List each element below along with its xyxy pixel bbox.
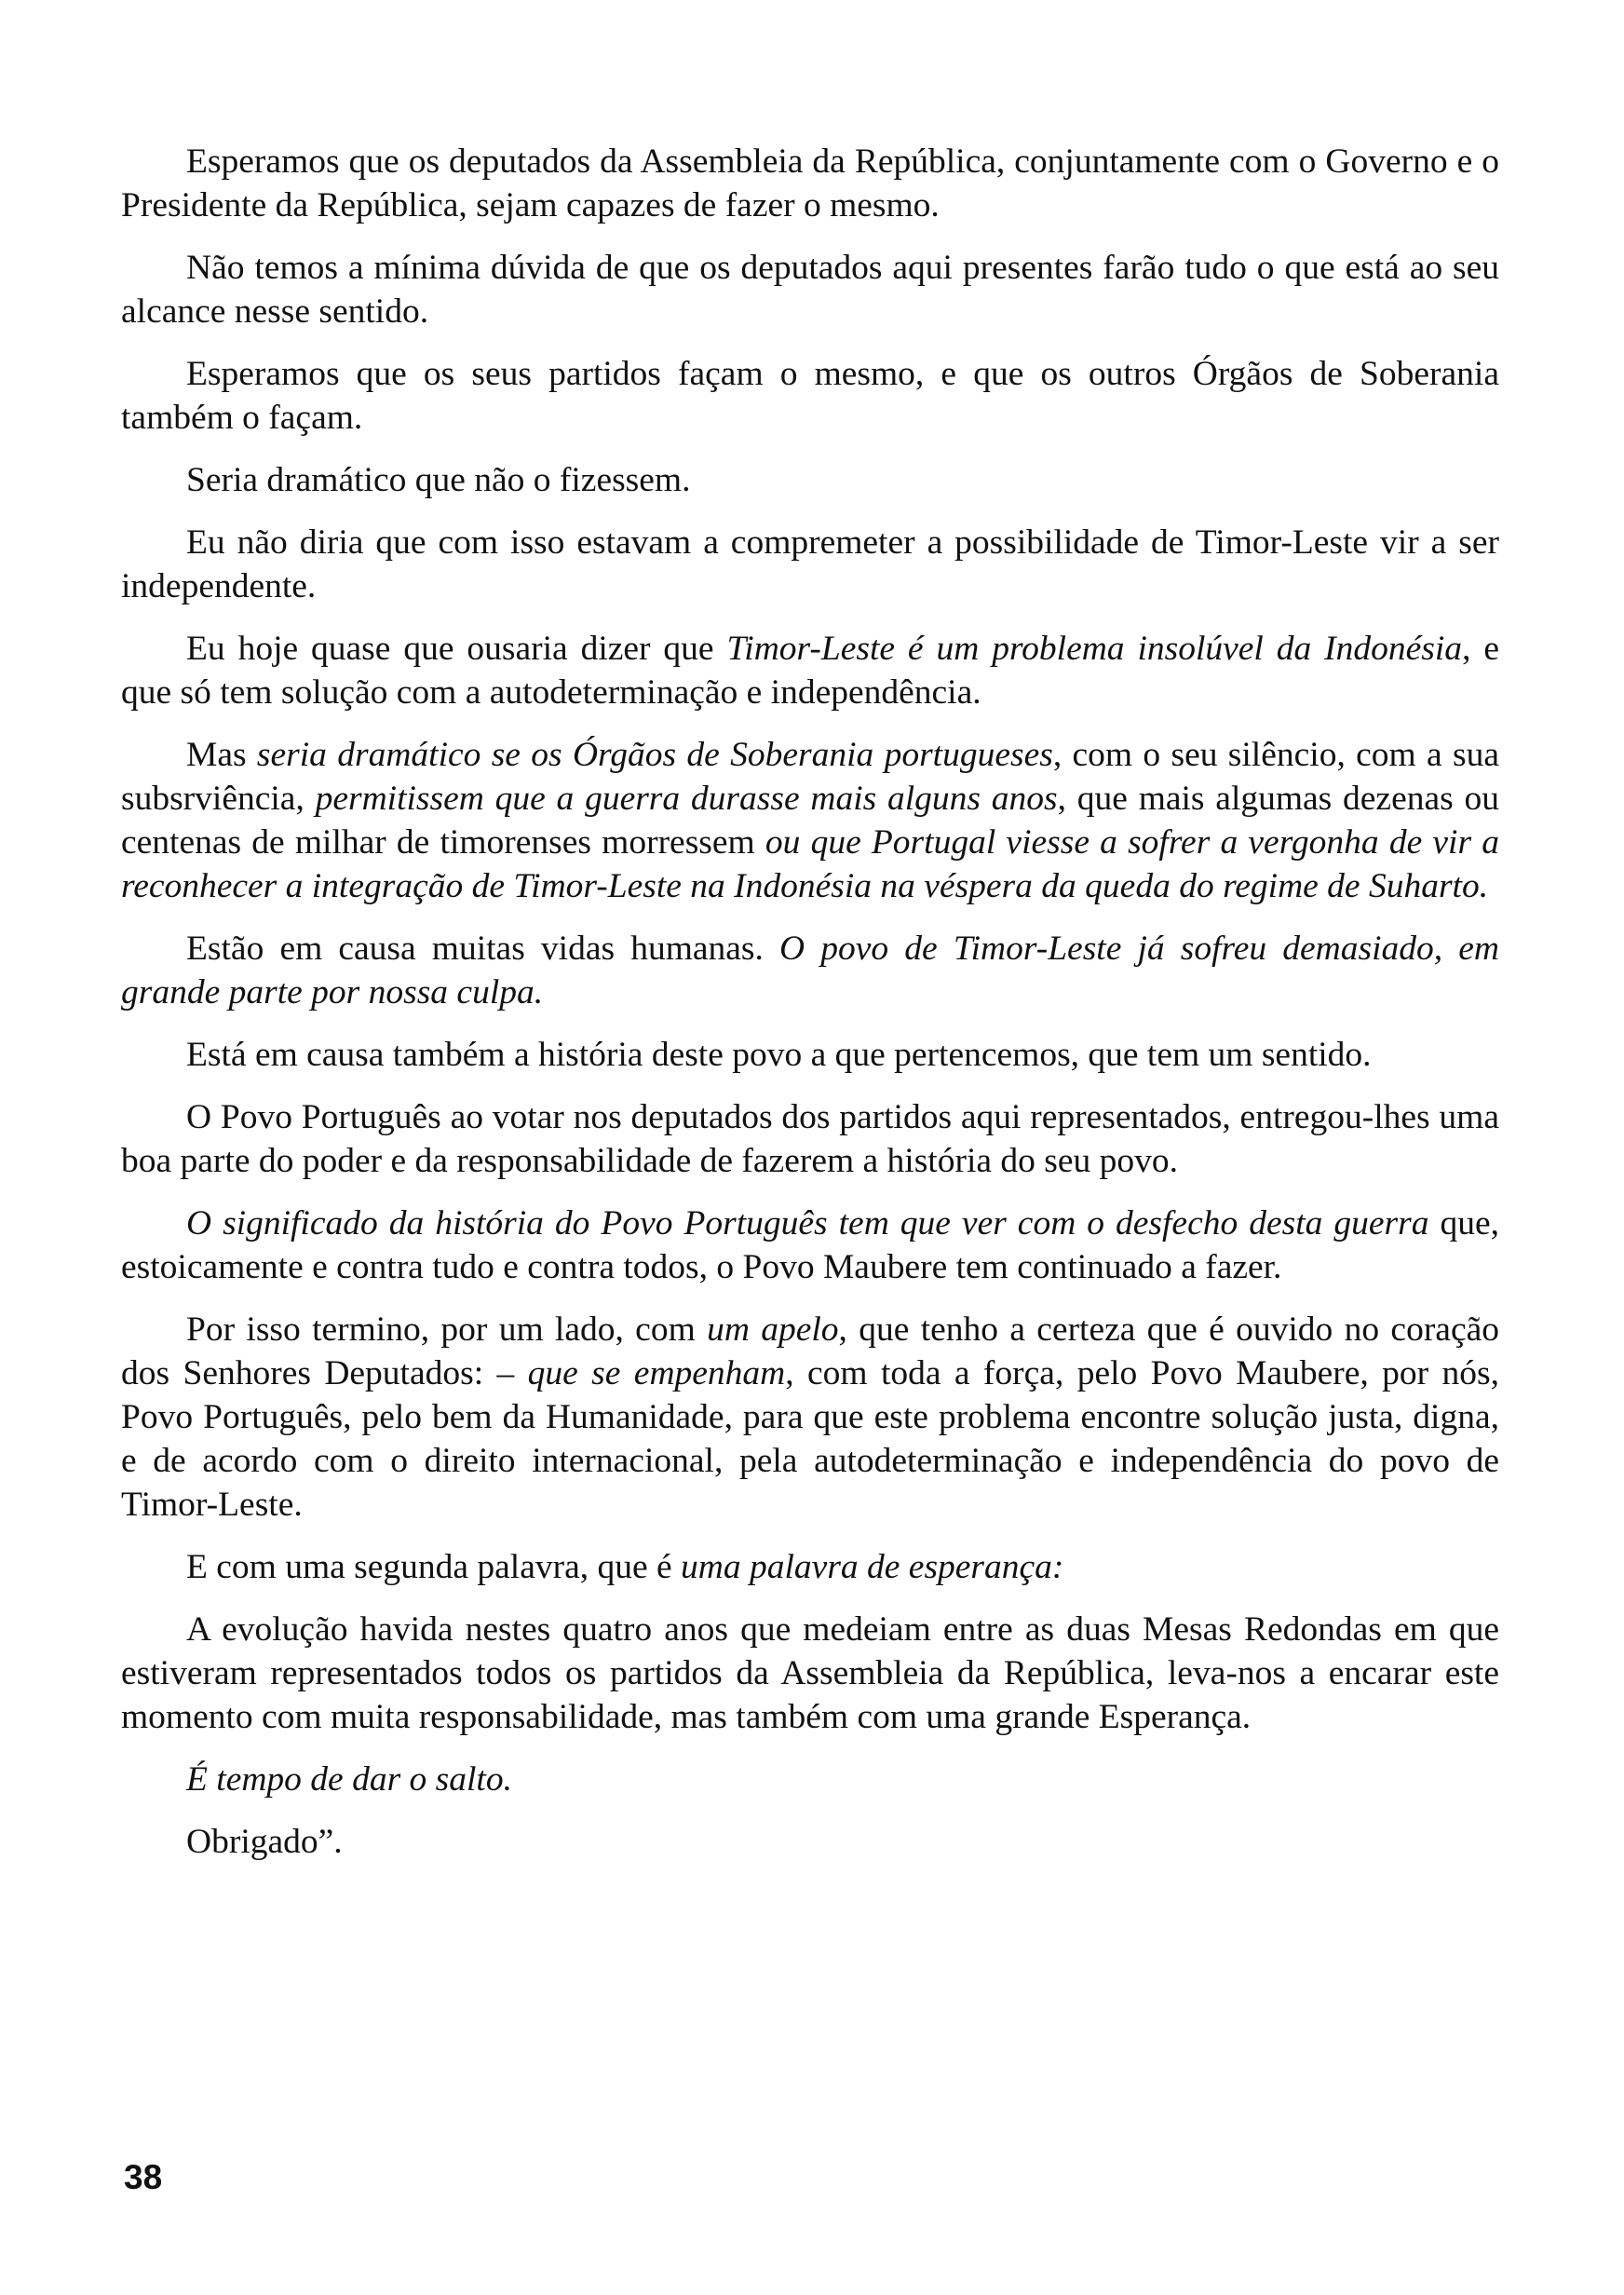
text-run: , que tenho a certeza que é ouvido no coração dos Senhores Deputados: –: [121, 1310, 1499, 1392]
paragraph: [121, 627, 1499, 714]
paragraph: [121, 1545, 1499, 1589]
italic-text: É tempo de dar o salto.: [186, 1760, 512, 1799]
text-run: , com o seu silêncio, com a sua subsrviência,: [121, 736, 1499, 818]
italic-text: uma palavra de esperança:: [681, 1548, 1064, 1586]
text-run: Seria dramático que não o fizessem.: [186, 461, 691, 499]
paragraph: [121, 927, 1499, 1014]
italic-text: um apelo: [707, 1310, 839, 1349]
text-run: Eu não diria que com isso estavam a compremeter a possibilidade de Timor-Leste vir a ser independente.: [121, 523, 1499, 605]
text-run: O Povo Português ao votar nos deputados dos partidos aqui representados, entregou-lhes uma boa parte do poder e da responsabilidade de fazerem a história do seu povo.: [121, 1098, 1499, 1180]
text-run: Estão em causa muitas vidas humanas.: [186, 930, 780, 968]
paragraph: [121, 1202, 1499, 1289]
text-run: Por isso termino, por um lado, com: [186, 1310, 708, 1349]
text-run: , e que só tem solução com a autodeterminação e independência.: [121, 630, 1499, 712]
paragraph: [121, 246, 1499, 333]
paragraph: [121, 352, 1499, 440]
text-run: Obrigado”.: [186, 1823, 343, 1861]
paragraph: [121, 1758, 1499, 1801]
text-run: Não temos a mínima dúvida de que os deputados aqui presentes farão tudo o que está ao seu alcance nesse sentido.: [121, 249, 1499, 331]
text-run: , que mais algumas dezenas ou centenas de milhar de timorenses morressem: [121, 780, 1499, 862]
paragraph: [121, 1820, 1499, 1864]
paragraph: [121, 1308, 1499, 1527]
text-run: Mas: [186, 736, 257, 774]
italic-text: O povo de Timor-Leste já sofreu demasiado, em grande parte por nossa culpa.: [121, 930, 1499, 1012]
body-text: [121, 140, 1499, 1882]
italic-text: ou que Portugal viesse a sofrer a vergonha de vir a reconhecer a integração de Timor-Leste na Indonésia na véspera da queda do regime de Suharto.: [121, 823, 1499, 905]
text-run: A evolução havida nestes quatro anos que medeiam entre as duas Mesas Redondas em que estiveram representados todos os partidos da Assembleia da República, leva-nos a encarar este momento com muita responsabilidade, mas também com uma grande Esperança.: [121, 1610, 1499, 1736]
text-run: que, estoicamente e contra tudo e contra todos, o Povo Maubere tem continuado a fazer.: [121, 1204, 1499, 1286]
italic-text: seria dramático se os Órgãos de Soberania portugueses: [256, 736, 1053, 774]
paragraph: [121, 140, 1499, 227]
text-run: Eu hoje quase que ousaria dizer que: [186, 630, 727, 668]
text-run: Esperamos que os seus partidos façam o mesmo, e que os outros Órgãos de Soberania também o façam.: [121, 355, 1499, 437]
italic-text: O significado da história do Povo Português tem que ver com o desfecho desta guerra: [186, 1204, 1429, 1243]
paragraph: [121, 458, 1499, 502]
paragraph: [121, 1608, 1499, 1739]
text-run: , com toda a força, pelo Povo Maubere, por nós, Povo Português, pelo bem da Humanidade, para que este problema encontre solução justa, digna, e de acordo com o direito internacional, pela autodeterminação e independência do povo de Timor-Leste.: [121, 1354, 1499, 1524]
italic-text: Timor-Leste é um problema insolúvel da Indonésia: [726, 630, 1463, 668]
paragraph: [121, 733, 1499, 908]
paragraph: [121, 1033, 1499, 1077]
italic-text: que se empenham: [527, 1354, 786, 1392]
italic-text: permitissem que a guerra durasse mais alguns anos: [315, 780, 1058, 818]
paragraph: [121, 521, 1499, 608]
text-run: Esperamos que os deputados da Assembleia da República, conjuntamente com o Governo e o Presidente da República, sejam capazes de fazer o mesmo.: [121, 143, 1499, 224]
paragraph: [121, 1095, 1499, 1183]
text-run: Está em causa também a história deste povo a que pertencemos, que tem um sentido.: [186, 1036, 1372, 1074]
text-run: E com uma segunda palavra, que é: [186, 1548, 682, 1586]
page-number: 38: [124, 2158, 163, 2196]
